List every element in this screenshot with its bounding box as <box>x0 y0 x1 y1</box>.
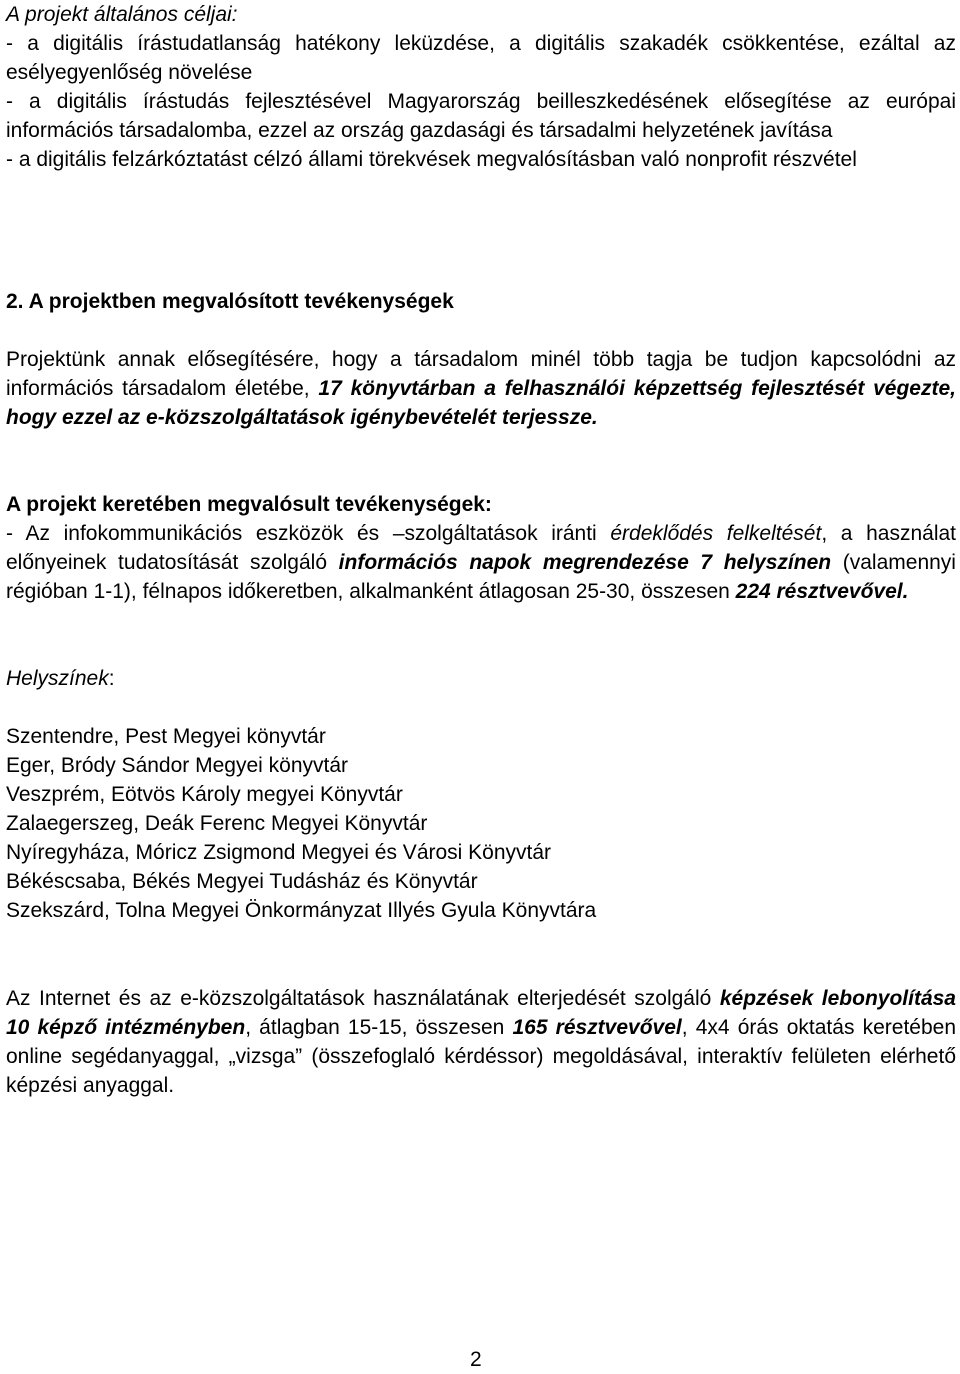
activities-section <box>6 490 956 606</box>
trainings-paragraph <box>6 984 956 1100</box>
trainings-text: Az Internet és az e-közszolgáltatások használatának elterjedését szolgáló <box>6 987 720 1010</box>
activities-text: (valamennyi régióban 1-1), félnapos időkeretben, alkalmanként átlagosan 25-30, összesen <box>6 551 956 603</box>
intro-text: Projektünk annak elősegítésére, hogy a társadalom minél több tagja be tudjon kapcsolódni az információs társadalom életébe, <box>6 348 956 400</box>
goal-item: - a digitális felzárkóztatást célzó állami törekvések megvalósításban való nonprofit részvétel <box>6 148 857 171</box>
page-number: 2 <box>470 1348 482 1371</box>
goal-item: - a digitális írástudás fejlesztésével Magyarország beilleszkedésének elősegítése az európai információs társadalomba, ezzel az ország gazdasági és társadalmi helyzetének javítása <box>6 90 956 142</box>
activities-text: - Az infokommunikációs eszközök és –szolgáltatások iránti <box>6 522 611 545</box>
location-item: Szekszárd, Tolna Megyei Önkormányzat Illyés Gyula Könyvtára <box>6 899 597 922</box>
trainings-text: , átlagban 15-15, összesen <box>245 1016 513 1039</box>
location-item: Zalaegerszeg, Deák Ferenc Megyei Könyvtár <box>6 812 428 835</box>
goal-item: - a digitális írástudatlanság hatékony leküzdése, a digitális szakadék csökkentése, ezáltal az esélyegyenlőség növelése <box>6 32 956 84</box>
goals-section <box>6 0 956 174</box>
activities-text: , a használat előnyeinek tudatosítását szolgáló <box>6 522 956 574</box>
activities-emphasis: 224 résztvevővel. <box>735 580 909 603</box>
location-item: Békéscsaba, Békés Megyei Tudásház és Könyvtár <box>6 870 478 893</box>
locations-list <box>6 722 956 925</box>
location-item: Szentendre, Pest Megyei könyvtár <box>6 725 326 748</box>
location-item: Nyíregyháza, Móricz Zsigmond Megyei és Városi Könyvtár <box>6 841 552 864</box>
location-item: Veszprém, Eötvös Károly megyei Könyvtár <box>6 783 403 806</box>
location-item: Eger, Bródy Sándor Megyei könyvtár <box>6 754 349 777</box>
activities-emphasis: információs napok megrendezése 7 helyszínen <box>338 551 832 574</box>
activities-emphasis: érdeklődés felkeltését <box>610 522 822 545</box>
trainings-text: , 4x4 órás oktatás keretében online segédanyaggal, „vizsga” (összefoglaló kérdéssor) megoldásával, interaktív felületen elérhető képzési anyaggal. <box>6 1016 956 1097</box>
intro-emphasis: 17 könyvtárban a felhasználói képzettség fejlesztését végezte, hogy ezzel az e-közszolgáltatások igénybevételét terjessze. <box>6 377 956 429</box>
section-heading: 2. A projektben megvalósított tevékenységek <box>6 290 454 313</box>
locations-label: Helyszínek: <box>6 667 115 690</box>
trainings-emphasis: 165 résztvevővel <box>512 1016 682 1039</box>
trainings-emphasis: képzések lebonyolítása 10 képző intézményben <box>6 987 956 1039</box>
activities-title: A projekt keretében megvalósult tevékenységek: <box>6 493 492 516</box>
intro-paragraph <box>6 345 956 432</box>
goals-title: A projekt általános céljai: <box>6 3 238 26</box>
